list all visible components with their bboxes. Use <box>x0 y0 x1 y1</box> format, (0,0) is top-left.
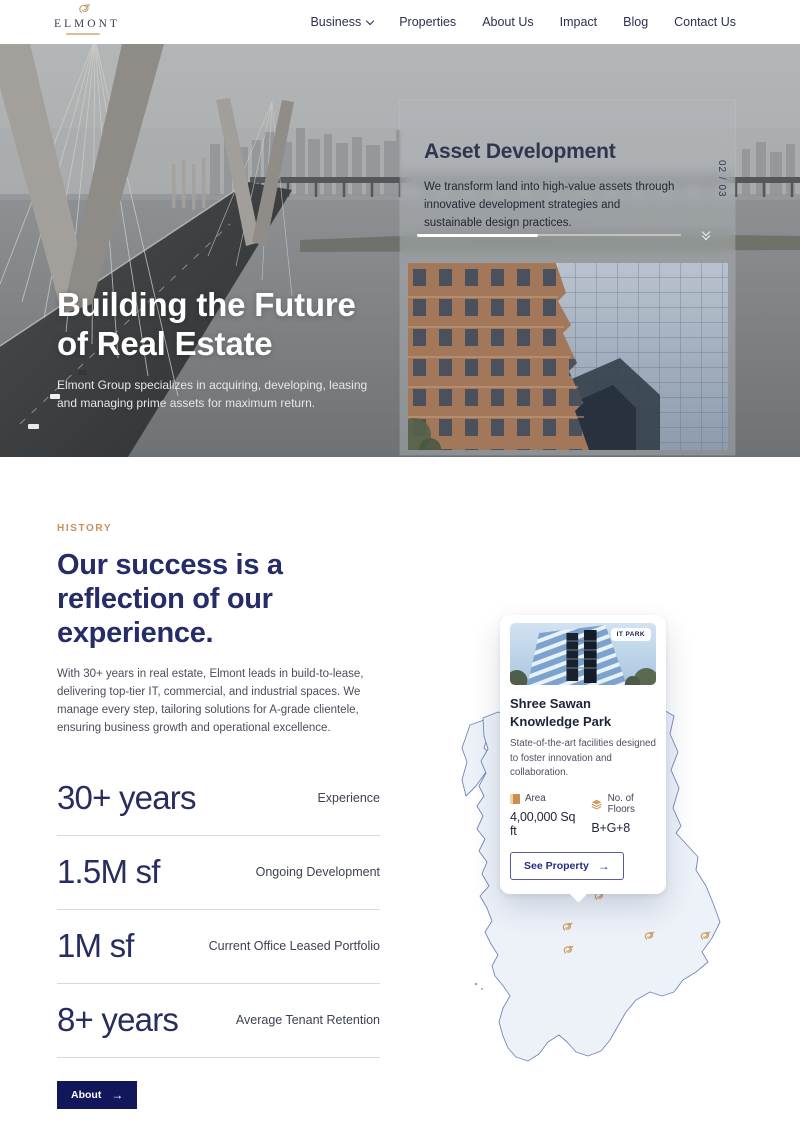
stat-row-ongoing-development <box>57 836 380 910</box>
nav-item-impact[interactable] <box>560 15 598 29</box>
nav-item-label: Impact <box>559 15 598 29</box>
history-section <box>0 457 800 1143</box>
property-description: State-of-the-art facilities designed to foster innovation and collaboration. <box>510 738 656 779</box>
chevron-down-icon <box>366 16 374 24</box>
meta-value: 4,00,000 Sq ft <box>510 810 576 839</box>
meta-label-text: No. of Floors <box>607 793 635 816</box>
stat-label: Experience <box>317 790 380 805</box>
nav-item-label: Properties <box>399 15 457 29</box>
slide-title: Asset Development <box>424 140 616 163</box>
nav-item-business[interactable] <box>310 15 373 29</box>
stat-label: Ongoing Development <box>255 864 380 879</box>
arrow-right-icon: → <box>597 859 610 874</box>
property-meta <box>510 793 656 838</box>
stat-label: Average Tenant Retention <box>235 1012 380 1027</box>
brand-name: ELMONT <box>54 18 120 30</box>
nav-item-label: Blog <box>623 15 649 29</box>
slide-building-photo <box>408 263 728 450</box>
main-nav <box>310 0 736 44</box>
property-marker-icon[interactable] <box>561 944 574 957</box>
property-badge: IT PARK <box>611 628 651 641</box>
stat-label: Current Office Leased Portfolio <box>208 938 380 953</box>
hero-slide-panel <box>400 100 735 455</box>
area-icon <box>510 794 520 804</box>
nav-item-contact-us[interactable] <box>674 15 736 29</box>
property-title: Shree Sawan Knowledge Park <box>510 696 612 729</box>
stat-value: 1.5M sf <box>57 852 160 890</box>
nav-item-label: Contact Us <box>674 15 736 29</box>
brand-logo[interactable] <box>54 2 120 35</box>
about-button[interactable]: About → <box>57 1081 137 1109</box>
double-chevron-down-icon[interactable] <box>703 231 709 239</box>
property-marker-icon[interactable] <box>560 921 573 934</box>
nav-item-properties[interactable] <box>399 15 456 29</box>
bird-logo-icon <box>75 2 92 17</box>
stats-list <box>57 762 380 1058</box>
nav-item-about-us[interactable] <box>482 15 533 29</box>
section-paragraph: With 30+ years in real estate, Elmont leads in build-to-lease, delivering top-tier IT, commercial, and industrial spaces. We manage every step, tailoring solutions for A-grade clientele, ensuring business growth and operational excellence. <box>57 667 364 734</box>
stat-row-tenant-retention <box>57 984 380 1058</box>
brand-tagline <box>66 33 100 35</box>
property-card <box>500 615 666 894</box>
nav-item-label: About Us <box>482 15 534 29</box>
nav-item-label: Business <box>310 15 362 29</box>
property-photo <box>510 623 656 685</box>
stat-value: 8+ years <box>57 1000 179 1038</box>
nav-item-blog[interactable] <box>623 15 648 29</box>
meta-label-text: Area <box>525 793 546 805</box>
section-eyebrow: HISTORY <box>57 523 113 534</box>
slide-progress-bar <box>417 234 681 236</box>
hero-title: Building the Future of Real Estate <box>57 286 356 362</box>
meta-floors <box>591 793 656 838</box>
site-header <box>0 0 800 44</box>
stat-row-experience <box>57 762 380 836</box>
slide-progress-fill <box>417 234 538 237</box>
slide-counter: 02 / 03 <box>716 160 727 198</box>
hero-subtitle: Elmont Group specializes in acquiring, developing, leasing and managing prime assets for maximum return. <box>57 377 368 411</box>
slide-description: We transform land into high-value assets through innovative development strategies and sustainable design practices. <box>424 181 675 230</box>
hero-section <box>0 44 800 457</box>
arrow-right-icon: → <box>111 1087 124 1102</box>
see-property-button[interactable]: See Property → <box>510 852 624 880</box>
section-heading: Our success is a reflection of our experience. <box>57 549 283 649</box>
stat-value: 30+ years <box>57 778 196 816</box>
property-marker-icon[interactable] <box>698 930 711 943</box>
property-marker-icon[interactable] <box>642 930 655 943</box>
hero-copy <box>57 286 387 413</box>
stat-value: 1M sf <box>57 926 134 964</box>
meta-value: B+G+8 <box>591 821 631 836</box>
stat-row-leased-portfolio <box>57 910 380 984</box>
floors-icon <box>591 799 602 810</box>
meta-area <box>510 793 575 838</box>
